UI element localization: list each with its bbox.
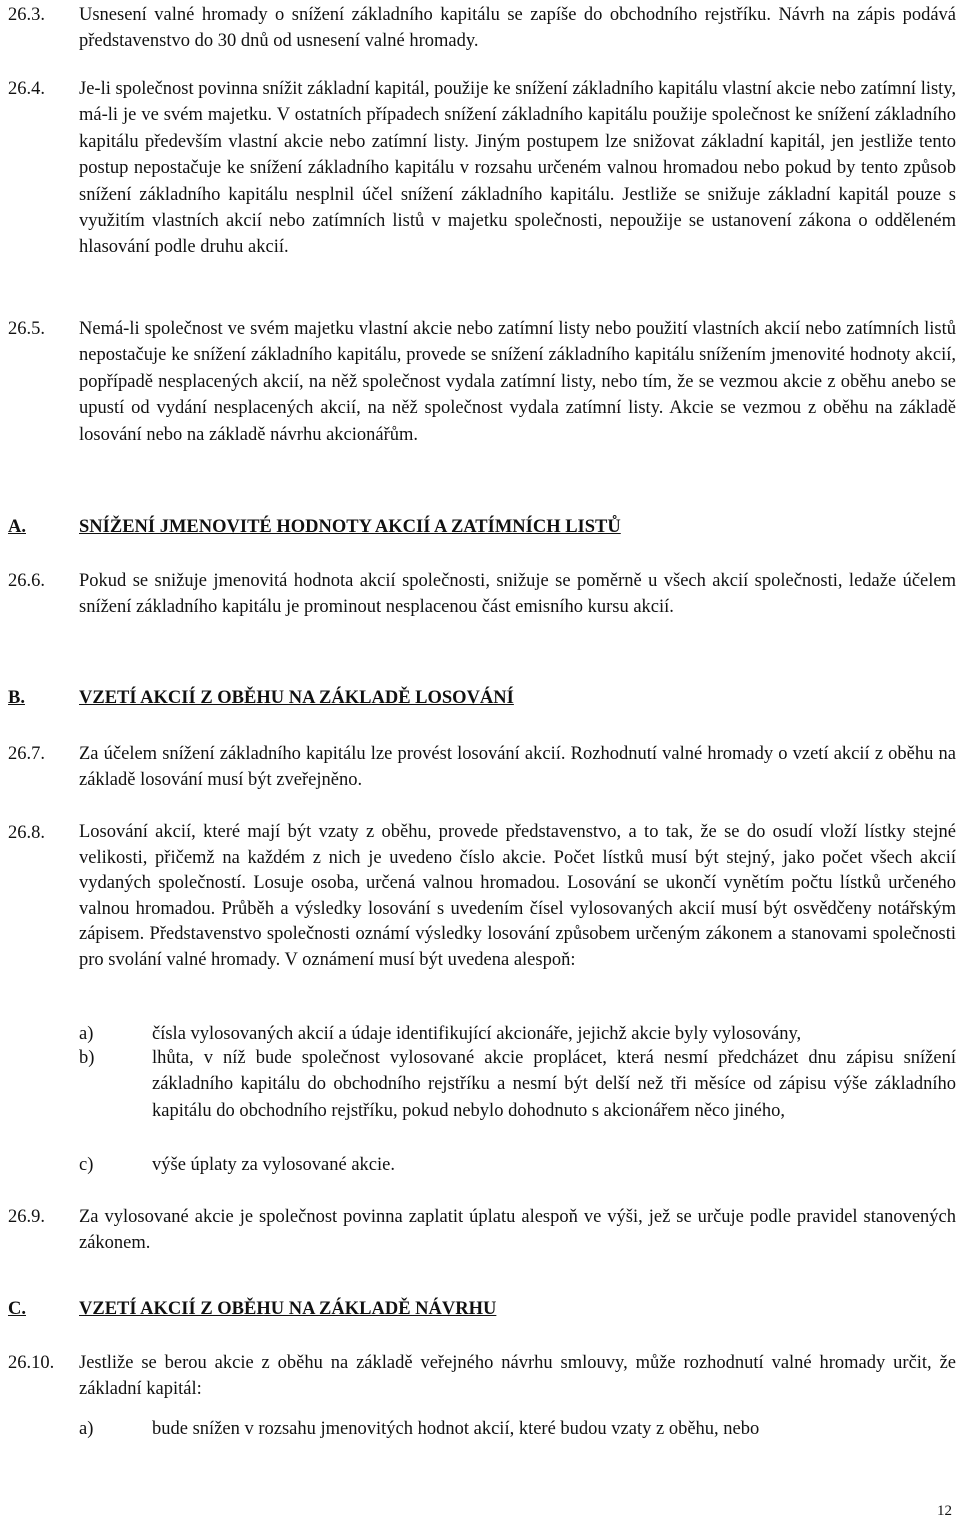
paragraph-26-7: [8, 741, 956, 794]
section-title: SNÍŽENÍ JMENOVITÉ HODNOTY AKCIÍ A ZATÍMNÍCH LISTŮ: [79, 517, 621, 537]
section-title: VZETÍ AKCIÍ Z OBĚHU NA ZÁKLADĚ LOSOVÁNÍ: [79, 688, 514, 708]
list-label: c): [79, 1155, 94, 1175]
section-title: VZETÍ AKCIÍ Z OBĚHU NA ZÁKLADĚ NÁVRHU: [79, 1299, 497, 1319]
list-text: lhůta, v níž bude společnost vylosované akcie proplácet, která nesmí předcházet dnu zápisu snížení základního kapitálu do obchodního rejstříku a nesmí být delší než tři měsíce od zápisu výše základního kapitálu do obchodního rejstříku, pokud nebylo dohodnuto s akcionářem něco jiného,: [152, 1048, 956, 1121]
list-label: a): [79, 1419, 94, 1439]
paragraph-number: 26.8.: [8, 823, 45, 843]
section-letter: A.: [8, 517, 26, 537]
paragraph-text: Nemá-li společnost ve svém majetku vlastní akcie nebo zatímní listy nebo použití vlastních akcií nebo zatímních listů nepostačuje ke snížení základního kapitálu, provede se snížení základního kapitálu snížením jmenovité hodnoty akcií, popřípadě nesplacených akcií, na něž společnost vydala zatímní listy, nebo tím, že se vezmou akcie z oběhu anebo se upustí od vydání nesplacených akcií, na něž společnost vydala zatímní listy. Akcie se vezmou z oběhu na základě losování nebo na základě návrhu akcionářům.: [79, 319, 956, 445]
list-item-a: [79, 1416, 956, 1442]
paragraph-number: 26.10.: [8, 1353, 55, 1373]
list-text: čísla vylosovaných akcií a údaje identifikující akcionáře, jejichž akcie byly vylosovány,: [152, 1024, 802, 1044]
list-text: bude snížen v rozsahu jmenovitých hodnot akcií, které budou vzaty z oběhu, nebo: [152, 1419, 760, 1439]
paragraph-text: Usnesení valné hromady o snížení základního kapitálu se zapíše do obchodního rejstříku. Návrh na zápis podává představenstvo do 30 dnů od usnesení valné hromady.: [79, 5, 956, 52]
paragraph-text: Je-li společnost povinna snížit základní kapitál, použije ke snížení základního kapitálu vlastní akcie nebo zatímní listy, má-li je ve svém majetku. V ostatních případech snížení základního kapitálu použije společnost ke snížení základního kapitálu především vlastní akcie nebo zatímní listy. Jiným postupem lze snižovat základní kapitál, jen jestliže tento postup nepostačuje ke snížení základního kapitálu v rozsahu určeném valnou hromadou nebo pokud by tento způsob snížení základního kapitálu nesplnil účel snížení základního kapitálu. Jestliže se snižuje základní kapitál pouze s využitím vlastních akcií nebo zatímních listů v majetku společnosti, nepoužije se ustanovení zákona o odděleném hlasování podle druhu akcií.: [79, 79, 956, 258]
list-item-b: [79, 1045, 956, 1124]
section-letter: B.: [8, 688, 25, 708]
paragraph-26-3: [8, 2, 956, 55]
list-item-a: [79, 1021, 956, 1047]
list-text: výše úplaty za vylosované akcie.: [152, 1155, 395, 1175]
paragraph-26-4: [8, 76, 956, 261]
paragraph-26-9: [8, 1204, 956, 1257]
paragraph-number: 26.7.: [8, 744, 45, 764]
paragraph-26-8: [8, 820, 956, 974]
section-heading-a: [8, 514, 956, 540]
section-heading-c: [8, 1296, 956, 1322]
paragraph-number: 26.6.: [8, 571, 45, 591]
paragraph-26-6: [8, 568, 956, 621]
list-item-c: [79, 1152, 956, 1178]
paragraph-text: Losování akcií, které mají být vzaty z oběhu, provede představenstvo, a to tak, že se do osudí vloží lístky stejné velikosti, přičemž na každém z nich je uvedeno číslo akcie. Počet lístků musí být stejný, jako počet všech akcií vydaných společností. Losuje osoba, určená valnou hromadou. Losování se ukončí vynětím počtu lístků určeného valnou hromadou. Průběh a výsledky losování s uvedením čísel vylosovaných akcií musí být osvědčeny notářským zápisem. Představenstvo společnosti oznámí výsledky losování způsobem určeným zákonem a stanovami společnosti pro svolání valné hromady. V oznámení musí být uvedena alespoň:: [79, 822, 956, 970]
section-heading-b: [8, 685, 956, 711]
list-label: a): [79, 1024, 94, 1044]
paragraph-26-5: [8, 316, 956, 448]
paragraph-text: Za účelem snížení základního kapitálu lze provést losování akcií. Rozhodnutí valné hromady o vzetí akcií z oběhu na základě losování musí být zveřejněno.: [79, 744, 956, 791]
paragraph-26-10: [8, 1350, 956, 1403]
paragraph-number: 26.9.: [8, 1207, 45, 1227]
paragraph-number: 26.4.: [8, 79, 45, 99]
page-number: 12: [937, 1503, 952, 1519]
section-letter: C.: [8, 1299, 26, 1319]
paragraph-number: 26.5.: [8, 319, 45, 339]
list-label: b): [79, 1048, 95, 1068]
paragraph-text: Za vylosované akcie je společnost povinna zaplatit úplatu alespoň ve výši, jež se určuje podle pravidel stanovených zákonem.: [79, 1207, 956, 1254]
paragraph-text: Jestliže se berou akcie z oběhu na základě veřejného návrhu smlouvy, může rozhodnutí valné hromady určit, že základní kapitál:: [79, 1353, 956, 1400]
paragraph-number: 26.3.: [8, 5, 45, 25]
paragraph-text: Pokud se snižuje jmenovitá hodnota akcií společnosti, snižuje se poměrně u všech akcií společnosti, ledaže účelem snížení základního kapitálu je prominout nesplacenou část emisního kursu akcií.: [79, 571, 956, 618]
